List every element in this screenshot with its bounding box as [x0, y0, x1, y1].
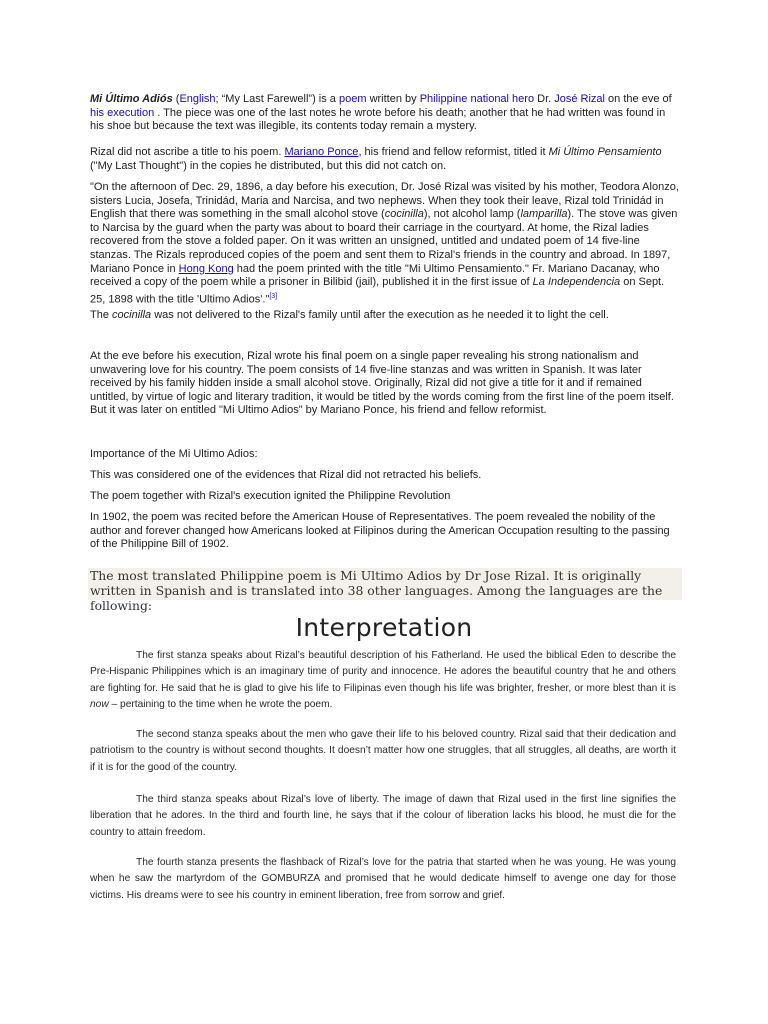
paragraph-text: The — [90, 309, 113, 321]
paragraph-text: was not delivered to the Rizal's family until after the execution as he needed it to light the cell. — [151, 309, 609, 321]
interpretation-stanza-3 — [90, 792, 676, 841]
intro-text: written by — [366, 93, 420, 105]
intro-text: Dr. — [534, 93, 555, 105]
paragraph-text: "On the afternoon of Dec. 29, 1896, a day before his execution, Dr. José Rizal was visited by his mother, Teodora Alonzo, sisters Lucia, Josefa, Trinidád, Maria and Narcisa, and two nephews. When they took their leave, Rizal told Trinidád in English that there was something in the small alcohol stove ( — [90, 181, 679, 221]
paragraph-text: on Sept. 25, 1898 with the title 'Ultimo Adios'." — [90, 276, 665, 306]
interpretation-heading: Interpretation — [295, 613, 473, 642]
paragraph-text: The first stanza speaks about Rizal’s beautiful description of his Fatherland. He used the biblical Eden to describe the Pre-Hispanic Philippines which is an imaginary time of purity and innocence. He adores the beautiful country that he and others are fighting for. He said that he is glad to give his life to Filipinas even though his life was brighter, fresher, or more blest than it is — [90, 650, 676, 694]
paragraph-text: The third stanza speaks about Rizal’s love of liberty. The image of dawn that Rizal used in the first line signifies the liberation that he adores. In the third and fourth line, he says that if the colour of liberation lacks his blood, he must die for the country to attain freedom. — [90, 794, 676, 838]
importance-point-1: This was considered one of the evidences that Rizal did not retracted his beliefs. — [90, 469, 482, 481]
paragraph-text: ). The stove was given to Narcisa by the guard when the party was about to board their carriage in the courtyard. At home, the Rizal ladies recovered from the stove a folded paper. On it was written an unsigned, untitled and undated poem of 14 five-line stanzas. The Rizals reproduced copies of the poem and sent them to Rizal's friends in the country and abroad. In 1897, Mariano Ponce in — [90, 208, 678, 275]
paragraph-text: , his friend and fellow reformist, titled it — [358, 146, 549, 158]
italic-word: lamparilla — [520, 208, 568, 221]
link-hong-kong[interactable]: Hong Kong — [178, 262, 234, 275]
intro-paragraph — [90, 93, 680, 134]
intro-text: ; “My Last Farewell”) is a — [215, 93, 339, 105]
link-national-hero[interactable]: Philippine national hero — [419, 93, 535, 105]
paragraph-text: ("My Last Thought") in the copies he distributed, but this did not catch on. — [90, 159, 447, 172]
poem-title: Mi Último Adiós — [90, 93, 173, 105]
paragraph-text: Rizal did not ascribe a title to his poem. — [90, 146, 285, 158]
paragraph-text: The second stanza speaks about the men who gave their life to his beloved country. Rizal said that their dedication and patriotism to the country is without second thoughts. It doesn’t matter how one struggles, that all struggles, all deaths, are worth it if it is for the good of the country. — [90, 729, 676, 773]
link-english[interactable]: English — [179, 93, 216, 105]
italic-word: now — [90, 698, 109, 710]
paragraph-text: had the poem printed with the title "Mi Ultimo Pensamiento." Fr. Mariano Dacanay, who received a copy of the poem while a prisoner in Bilibid (jail), published it in the first issue of — [90, 262, 660, 289]
link-his-execution[interactable]: his execution — [90, 106, 155, 119]
quote-paragraph — [90, 181, 680, 307]
importance-point-2: The poem together with Rizal's execution ignited the Philippine Revolution — [90, 490, 451, 502]
interpretation-stanza-1 — [90, 648, 676, 713]
paragraph-text: ), not alcohol lamp ( — [423, 208, 521, 221]
italic-word: cocinilla — [384, 208, 424, 221]
interpretation-stanza-2 — [90, 727, 676, 776]
intro-text: on the eve of — [605, 93, 672, 105]
eve-paragraph: At the eve before his execution, Rizal wrote his final poem on a single paper revealing his strong nationalism and unwavering love for his country. The poem consists of 14 five-line stanzas and was written in Spanish. It was later received by his family hidden inside a small alcohol stove. Originally, Rizal did not give a title for it and if remained untitled, by virtue of logic and literary tradition, it would be titled by the words coming from the first line of the poem itself. But it was later on entitled "Mi Ultimo Adios" by Mariano Ponce, his friend and fellow reformist. — [90, 350, 674, 417]
link-mariano-ponce[interactable]: Mariano Ponce — [284, 146, 359, 158]
title-paragraph — [90, 146, 680, 173]
intro-text: ( — [172, 93, 180, 105]
importance-heading: Importance of the Mi Ultimo Adios: — [90, 448, 258, 460]
italic-title: Mi Último Pensamiento — [548, 146, 662, 158]
link-jose-rizal[interactable]: José Rizal — [554, 93, 605, 105]
link-poem[interactable]: poem — [338, 93, 367, 105]
paragraph-text: The fourth stanza presents the flashback of Rizal’s love for the patria that started when he was young. He was young when he saw the martyrdom of the GOMBURZA and promised that he would dedicate himself to avenge one day for those victims. His dreams were to see his country in eminent liberation, free from sorrow and grief. — [90, 857, 676, 901]
translation-highlight: The most translated Philippine poem is Mi Ultimo Adios by Dr Jose Rizal. It is originally written in Spanish and is translated into 38 other languages. Among the languages are the following: — [88, 568, 682, 600]
citation-link[interactable]: [3] — [269, 292, 278, 300]
cocinilla-paragraph — [90, 309, 680, 323]
italic-word: cocinilla — [112, 309, 152, 321]
paragraph-text: – pertaining to the time when he wrote the poem. — [108, 698, 333, 710]
importance-point-3: In 1902, the poem was recited before the American House of Representatives. The poem revealed the nobility of the author and forever changed how Americans looked at Filipinos during the American Occupation resulting to the passing of the Philippine Bill of 1902. — [90, 511, 670, 551]
interpretation-stanza-4 — [90, 855, 676, 904]
intro-text: . The piece was one of the last notes he wrote before his death; another that he had written was found in his shoe but because the text was illegible, its contents today remain a mystery. — [90, 106, 666, 133]
italic-word: La Independencia — [532, 276, 621, 289]
